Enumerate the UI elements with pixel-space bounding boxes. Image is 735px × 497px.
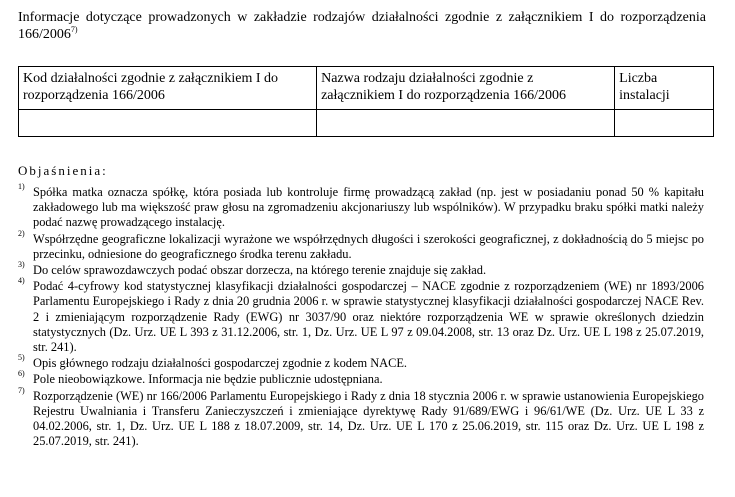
footnote-number: 4) xyxy=(18,276,25,286)
cell-activity-name[interactable] xyxy=(317,110,615,137)
header-installation-count: Liczba instalacji xyxy=(615,67,714,110)
table-header-row xyxy=(19,67,714,110)
footnote-text: Opis głównego rodzaju działalności gospodarczej zgodnie z kodem NACE. xyxy=(33,356,408,371)
footnote-3 xyxy=(18,260,704,278)
section-heading-text: Informacje dotyczące prowadzonych w zakładzie rodzajów działalności zgodnie z załącznikiem I do rozporządzenia 166/2006 xyxy=(18,10,706,42)
footnote-number: 3) xyxy=(18,260,25,270)
footnotes-list xyxy=(18,182,704,450)
cell-activity-code[interactable] xyxy=(19,110,317,137)
footnote-text: Spółka matka oznacza spółkę, która posiada lub kontroluje firmę prowadzącą zakład (np. jest w posiadaniu ponad 50 % kapitału zakładowego lub ma większość praw głosu na zgromadzeniu akcjonariuszy lub wspólników). W przypadku braku spółki matki należy podać nazwę prowadzącego instalację. xyxy=(33,185,704,230)
footnote-text: Rozporządzenie (WE) nr 166/2006 Parlamentu Europejskiego i Rady z dnia 18 stycznia 2006 r. w sprawie ustanowienia Europejskiego Rejestru Uwalniania i Transferu Zanieczyszczeń i zmieniające dyrektywę Rady 91/689/EWG i 96/61/WE (Dz. Urz. UE L 33 z 04.02.2006, str. 1, Dz. Urz. UE L 188 z 18.07.2009, str. 14, Dz. Urz. UE L 170 z 25.06.2019, str. 115 oraz Dz. Urz. UE L 198 z 25.07.2019, str. 241). xyxy=(33,388,704,449)
footnote-number: 1) xyxy=(18,182,25,191)
table-row xyxy=(19,110,714,137)
activity-table xyxy=(18,66,714,137)
footnote-text: Podać 4-cyfrowy kod statystycznej klasyfikacji działalności gospodarczej – NACE zgodnie z rozporządzeniem (WE) nr 1893/2006 Parlamentu Europejskiego i Rady z dnia 20 grudnia 2006 r. w sprawie statystycznej klasyfikacji działalności gospodarczej NACE Rev. 2 i zmieniającym rozporządzenie Rady (EWG) nr 3037/90 oraz niektóre rozporządzenia WE w sprawie określonych dziedzin statystycznych (Dz. Urz. UE L 393 z 31.12.2006, str. 1, Dz. Urz. UE L 97 z 09.04.2008, str. 13 oraz Dz. Urz. UE L 198 z 25.07.2019, str. 241). xyxy=(33,279,704,355)
section-heading xyxy=(18,9,706,43)
footnote-2 xyxy=(18,228,704,262)
footnote-6 xyxy=(18,369,704,387)
footnote-4 xyxy=(18,276,704,355)
footnote-number: 5) xyxy=(18,353,25,363)
header-activity-name: Nazwa rodzaju działalności zgodnie z załącznikiem I do rozporządzenia 166/2006 xyxy=(317,67,615,110)
footnote-text: Pole nieobowiązkowe. Informacja nie będzie publicznie udostępniana. xyxy=(33,372,383,387)
footnote-number: 2) xyxy=(18,228,25,238)
footnote-7 xyxy=(18,385,704,450)
cell-installation-count[interactable] xyxy=(615,110,714,137)
footnote-5 xyxy=(18,353,704,371)
footnote-number: 6) xyxy=(18,369,25,379)
footnote-number: 7) xyxy=(18,385,25,395)
footnote-text: Do celów sprawozdawczych podać obszar dorzecza, na którego terenie znajduje się zakład. xyxy=(33,263,487,278)
explanations-title: Objaśnienia: xyxy=(18,163,108,178)
footnote-text: Współrzędne geograficzne lokalizacji wyrażone we współrzędnych długości i szerokości geograficznej, z dokładnością do 5 miejsc po przecinku, odniesione do geograficznego środka terenu zakładu. xyxy=(33,231,704,261)
header-activity-code: Kod działalności zgodnie z załącznikiem I do rozporządzenia 166/2006 xyxy=(19,67,317,110)
heading-footnote-ref: 7) xyxy=(70,25,78,34)
footnote-1 xyxy=(18,182,704,231)
